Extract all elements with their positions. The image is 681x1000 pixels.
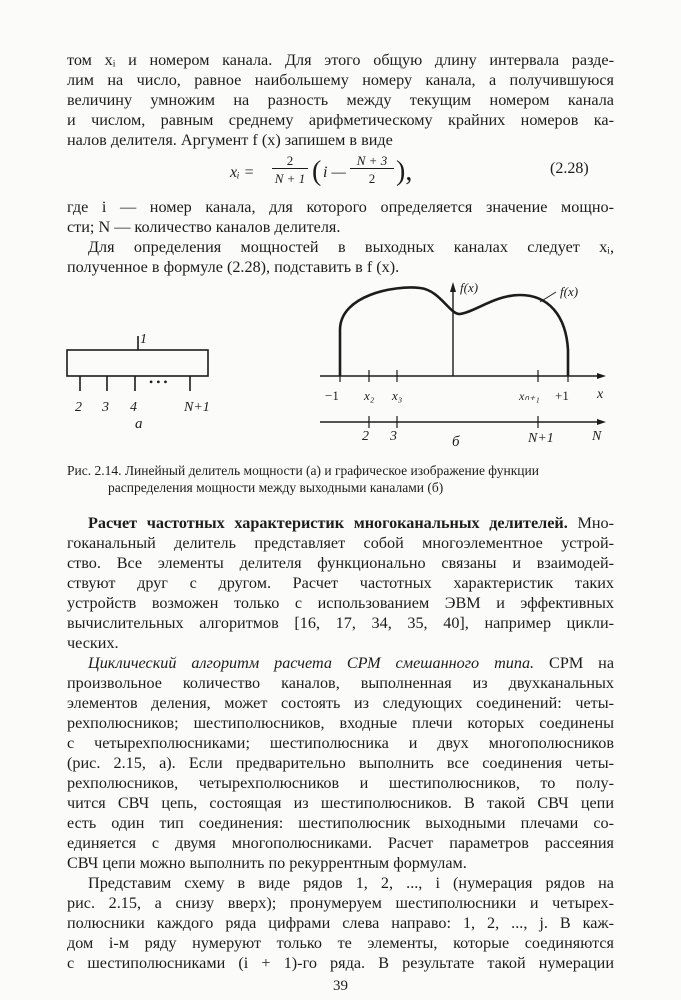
input-port-label: 1 <box>140 332 147 347</box>
text-line: вычислительных алгоритмов [16, 17, 34, 35, 40], например цикли- <box>67 614 614 632</box>
fx-curve-label: f(x) <box>560 284 579 299</box>
text-line: единяется с двумя многополюсниками. Расчет параметров рассеяния <box>67 834 614 852</box>
x-tick-label: xₙ₊₁ <box>519 389 540 403</box>
x-axis-arrow <box>597 373 606 379</box>
text-line: налов делителя. Аргумент f (x) запишем в виде <box>67 131 393 149</box>
section-heading-tail: Мно- <box>577 514 614 532</box>
text-line: есть один тип соединения: шестиполюсник выходными плечами со- <box>67 814 614 832</box>
text-line: элементов деления, может состоять из следующих соединений: четы- <box>67 694 614 712</box>
text-line: произвольное количество каналов, выполненная из двухканальных <box>67 674 614 692</box>
formula-lhs: xᵢ = <box>230 164 255 181</box>
section-heading-line <box>88 513 614 533</box>
n-tick-label: 2 <box>362 429 369 444</box>
panel-a-label: а <box>135 416 143 432</box>
text-line: дом i-м ряду нумеруют только те элементы, которые соединяются <box>67 934 614 952</box>
function-plot <box>320 282 606 428</box>
text-line: с четырехполюсниками; шестиполюсника и двух многополюсников <box>67 734 614 752</box>
fx-axis-arrow <box>450 282 456 292</box>
text-line: рис. 2.15, а снизу вверх); пронумеруем шестиполюсники и четырех- <box>67 894 614 912</box>
text-line: ческих. <box>67 634 119 652</box>
subsection-heading-line <box>88 653 614 673</box>
text-line: ство. Все элементы делителя функционально связаны и взаимодей- <box>67 554 614 572</box>
figure-caption-line2: распределения мощности между выходными каналами (б) <box>108 480 444 495</box>
text-line: лим на число, равное наибольшему номеру канала, а получившуюся <box>67 71 614 89</box>
formula-2-28 <box>230 152 620 194</box>
x-tick-label: +1 <box>555 388 569 403</box>
text-line: с шестиполюсниками (i + 1)-го ряда. В результате такой нумерации <box>67 954 614 972</box>
page-number: 39 <box>333 978 348 994</box>
text-line: Для определения мощностей в выходных каналах следует xᵢ, <box>88 238 614 256</box>
divider-box <box>67 350 208 376</box>
formula-paren-open: ( <box>312 156 322 187</box>
text-line: полюсники каждого ряда цифрами слева направо: 1, 2, ..., j. В каж- <box>67 914 614 932</box>
text-line: чится СВЧ цепь, состоящая из шестиполюсников. В такой СВЧ цепи <box>67 794 614 812</box>
text-line: и числом, равным среднему арифметическому крайних номеров ка- <box>67 111 614 129</box>
x-axis-label: x <box>597 387 604 402</box>
section-heading: Расчет частотных характеристик многоканальных делителей. <box>88 514 568 532</box>
equation-number: (2.28) <box>550 160 589 177</box>
port-label: N+1 <box>184 400 210 415</box>
n-tick-label: 3 <box>390 429 397 444</box>
formula-frac2-den: 2 <box>368 171 376 186</box>
panel-b-label: б <box>452 434 460 450</box>
text-line: сти; N — количество каналов делителя. <box>67 218 341 236</box>
n-axis-arrow <box>597 419 606 425</box>
subsection-heading-tail: СРМ на <box>549 654 615 672</box>
n-tick-label: N+1 <box>528 431 554 446</box>
formula-frac1-den: N + 1 <box>274 171 306 186</box>
text-line: том xᵢ и номером канала. Для этого общую длину интервала разде- <box>67 51 614 69</box>
text-line: где i — номер канала, для которого определяется значение мощно- <box>67 198 614 216</box>
port-label: 4 <box>130 400 137 415</box>
text-line: рехполюсников; шестиполюсников, входные плечи которых соединены <box>67 714 614 732</box>
figure-2-14 <box>0 270 681 470</box>
formula-frac1-num: 2 <box>272 154 308 169</box>
x-tick-label: −1 <box>325 388 339 403</box>
fx-axis-label: f(x) <box>460 280 479 295</box>
figure-caption-line1: Рис. 2.14. Линейный делитель мощности (а) и графическое изображение функции <box>67 463 539 478</box>
port-label: 3 <box>102 400 109 415</box>
x-tick-label: x₂ <box>364 388 375 403</box>
text-line: Представим схему в виде рядов 1, 2, ..., i (нумерация рядов на <box>88 874 614 892</box>
text-line: (рис. 2.15, а). Если предварительно выполнить все соединения четы- <box>67 754 614 772</box>
text-line: устройств возможен только с использованием ЭВМ и эффективных <box>67 594 614 612</box>
fx-curve <box>340 287 568 376</box>
text-line: величину умножим на разность между текущим номером канала <box>67 91 614 109</box>
text-line: СВЧ цепи можно выполнить по рекуррентным формулам. <box>67 854 467 872</box>
text-line: рехполюсников, четырехполюсников и шестиполюсников, то полу- <box>67 774 614 792</box>
formula-i: i — <box>323 164 346 181</box>
divider-diagram <box>67 336 208 391</box>
formula-frac2-num: N + 3 <box>350 154 394 169</box>
n-axis-label: N <box>592 429 602 444</box>
ellipsis: • • • <box>149 375 168 389</box>
text-line: гоканальный делитель представляет собой многоэлементное устрой- <box>67 534 614 552</box>
text-line: ствуют друг с другом. Расчет частотных характеристик таких <box>67 574 614 592</box>
formula-paren-close: ), <box>396 156 413 187</box>
x-tick-label: x₃ <box>392 388 403 403</box>
text-line: полученное в формуле (2.28), подставить в f (x). <box>67 258 400 276</box>
port-label: 2 <box>75 400 82 415</box>
subsection-heading: Циклический алгоритм расчета СРМ смешанного типа. <box>88 654 535 672</box>
fx-curve-leader <box>540 292 556 302</box>
